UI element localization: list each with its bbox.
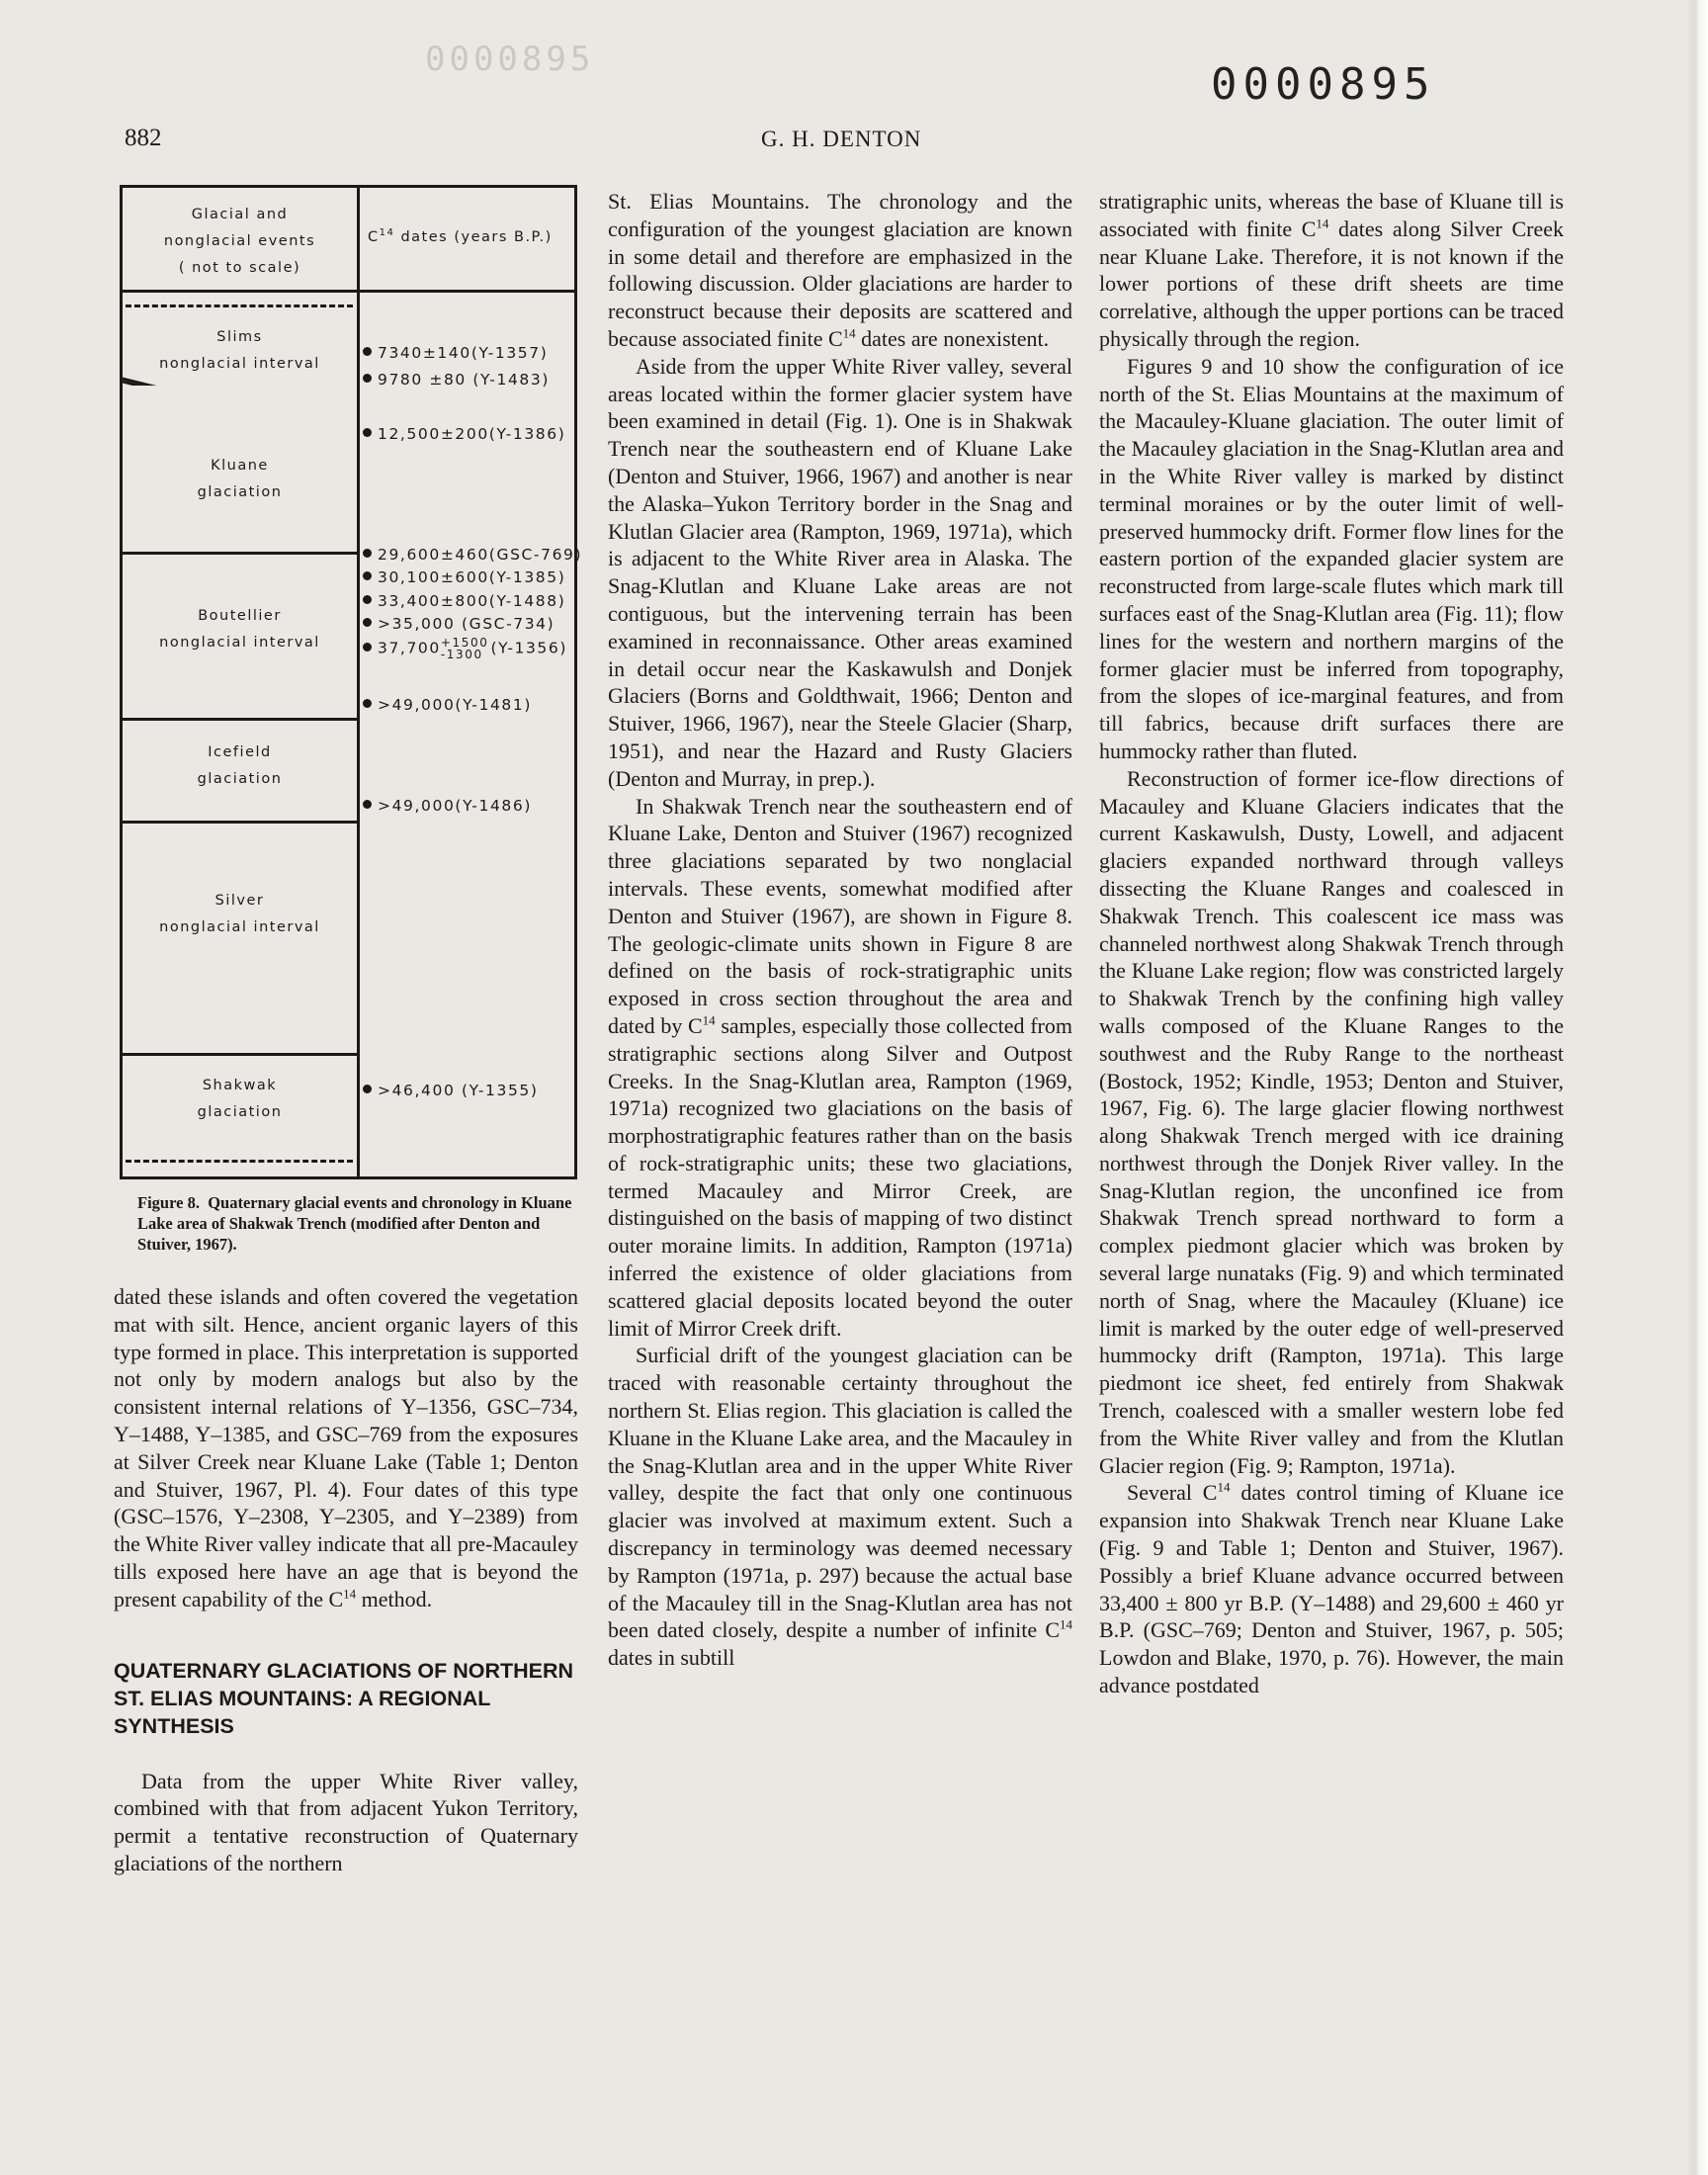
section-heading: QUATERNARY GLACIATIONS OF NORTHERN ST. ELIAS MOUNTAINS: A REGIONAL SYNTHESIS <box>114 1658 574 1738</box>
header-line: Glacial and <box>191 207 289 222</box>
date-text: >35,000 (GSC-734) <box>378 615 555 633</box>
paragraph <box>1099 1479 1564 1698</box>
paragraph-text: Several C <box>1127 1480 1218 1506</box>
unit-line: Silver <box>214 893 265 909</box>
paragraph: Aside from the upper White River valley, several areas located within the former glacier system have been examined in detail (Fig. 1). One is in Shakwak Trench near the southeastern end of Kluane Lake (Denton and Stuiver, 1966, 1967) and another is near the Alaska–Yukon Territory border in the Snag and Klutlan Glacier area (Rampton, 1969, 1971a), which is adjacent to the White River area in Alaska. The Snag-Klutlan and Kluane Lake areas are not contiguous, but the intervening terrain has been examined in reconnaissance. Other areas examined in detail occur near the Kaskawulsh and Donjek Glaciers (Borns and Goldthwait, 1966; Denton and Stuiver, 1966, 1967), near the Steele Glacier (Sharp, 1951), and near the Hazard and Rusty Glaciers (Denton and Murray, in prep.). <box>608 353 1072 791</box>
paragraph-text: stratigraphic units, whereas the base of Kluane till is associated with finite C <box>1099 189 1564 241</box>
paragraph-text: dates control timing of Kluane ice expansion into Shakwak Trench near Kluane Lake (Fig. 9 and Table 1; Denton and Stuiver, 1967). Possibly a brief Kluane advance occurred between 33,400 ± 800 yr B.P. (Y–1488) and 29,600 ± 460 yr B.P. (GSC–769; Denton and Stuiver, 1967, p. 505; Lowdon and Blake, 1970, p. 76). However, the main advance postdated <box>1099 1480 1564 1698</box>
date-entry <box>363 615 555 633</box>
c14-superscript: 14 <box>1060 1617 1072 1633</box>
silver-shakwak-boundary <box>123 1053 357 1056</box>
paragraph: Figures 9 and 10 show the configuration of ice north of the St. Elias Mountains at the maximum of the Macauley-Kluane glaciation. The outer limit of the Macauley glaciation in the Snag-Klutlan area and in the White River valley is marked by distinct terminal moraines or by the outer limit of well-preserved hummocky drift. Former flow lines for the eastern portion of the expanded glacier system are reconstructed from large-scale flutes which mark till surfaces east of the Snag-Klutlan area (Fig. 11); flow lines for the western and northern margins of the former glacier must be inferred from topography, from the slopes of ice-marginal features, and from till fabrics, because drift surfaces there are hummocky rather than fluted. <box>1099 353 1564 763</box>
plus-value: +1500 <box>440 636 489 650</box>
paragraph-text: dates along Silver Creek near Kluane Lake. Therefore, it is not known if the lower portions of these drift sheets are time correlative, although the upper portions can be traced physically through the region. <box>1099 216 1564 351</box>
boutellier-icefield-boundary <box>123 718 357 721</box>
unit-line: Slims <box>216 329 263 345</box>
date-text: 7340±140(Y-1357) <box>378 344 549 362</box>
paragraph <box>608 793 1072 1343</box>
plus-minus-fraction <box>441 637 489 660</box>
date-text: >49,000(Y-1486) <box>378 797 532 815</box>
c14-superscript: 14 <box>379 227 395 238</box>
unit-boutellier <box>123 603 357 656</box>
paragraph-text: dates are nonexistent. <box>855 325 1050 351</box>
paragraph: Reconstruction of former ice-flow directions of Macauley and Kluane Glaciers indicates that the current Kaskawulsh, Dusty, Lowell, and adjacent glaciers expanded northward through valleys dissecting the Kluane Ranges and coalesced in Shakwak Trench. This coalescent ice mass was channeled northwest along Shakwak Trench through the Kluane Lake region; flow was constricted largely to Shakwak Trench by the confining high valley walls composed of the Kluane Ranges to the southwest and the Ruby Range to the northeast (Bostock, 1952; Kindle, 1953; Denton and Stuiver, 1967, Fig. 6). The large glacier flowing northwest along Shakwak Trench merged with ice draining northwest through the Donjek River valley. In the Snag-Klutlan region, the unconfined ice from Shakwak Trench spread northward to form a complex piedmont glacier which was broken by several large nunataks (Fig. 9) and which terminated north of Snag, where the Macauley (Kluane) ice limit is marked by the outer edge of well-preserved hummocky drift (Rampton, 1971a). This large piedmont ice sheet, fed entirely from Shakwak Trench, coalesced with a smaller western lobe fed from the White River valley and from the Klutlan Glacier region (Fig. 9; Rampton, 1971a). <box>1099 765 1564 1478</box>
paragraph-text: dates in subtill <box>608 1645 735 1671</box>
running-head: G. H. DENTON <box>761 127 922 151</box>
unit-line: nonglacial interval <box>159 635 320 651</box>
icefield-silver-boundary <box>123 821 357 824</box>
date-text: >46,400 (Y-1355) <box>378 1082 539 1099</box>
date-entry <box>363 1082 539 1099</box>
lab-code: (Y-1356) <box>490 639 567 657</box>
date-entry <box>363 546 582 564</box>
paragraph <box>608 1342 1072 1672</box>
paragraph <box>608 188 1072 353</box>
header-line: nonglacial events <box>163 233 316 249</box>
paragraph-text: dated these islands and often covered the vegetation mat with silt. Hence, ancient organic layers of this type formed in place. This interpretation is supported not only by modern analogs but also by the consistent internal relations of Y–1356, GSC–734, Y–1488, Y–1385, and GSC–769 from the exposures at Silver Creek near Kluane Lake (Table 1; Denton and Stuiver, 1967, Pl. 4). Four dates of this type (GSC–1576, Y–2308, Y–2305, and Y–2389) from the White River valley indicate that all pre-Macauley tills exposed here have an age that is beyond the present capability of the <box>114 1284 578 1611</box>
header-dates-text: dates (years B.P.) <box>394 228 553 245</box>
page-number: 882 <box>125 125 162 151</box>
date-entry <box>363 344 548 362</box>
c14-superscript: 14 <box>343 1586 357 1602</box>
caption-label: Figure 8. <box>137 1193 200 1212</box>
unit-line: Icefield <box>208 744 272 760</box>
minus-value: -1300 <box>440 648 483 661</box>
date-text: 12,500±200(Y-1386) <box>378 425 566 443</box>
date-entry <box>363 696 532 714</box>
date-entry <box>363 637 567 660</box>
page-edge <box>1686 0 1708 2175</box>
right-column <box>1099 188 1564 1699</box>
paragraph-text: In Shakwak Trench near the southeastern end of Kluane Lake, Denton and Stuiver (1967) recognized three glaciations separated by two nonglacial intervals. These events, somewhat modified after Denton and Stuiver (1967), are shown in Figure 8. The geologic-climate units shown in Figure 8 are defined on the basis of rock-stratigraphic units exposed in cross section throughout the area and dated by C <box>608 793 1072 1038</box>
unit-line: Kluane <box>211 458 269 474</box>
paragraph-text: samples, especially those collected from stratigraphic sections along Silver and Outpost Creeks. In the Snag-Klutlan area, Rampton (1969, 1971a) recognized two glaciations on the basis of morphostratigraphic features rather than on the basis of rock-stratigraphic units; these two glaciations, termed Macauley and Mirror Creek, are distinguished on the basis of mapping of two distinct outer moraine limits. In addition, Rampton (1971a) inferred the existence of older glaciations from scattered glacial deposits located beyond the outer limit of Mirror Creek drift. <box>608 1012 1072 1341</box>
c14-superscript: 14 <box>1316 216 1329 231</box>
unit-line: nonglacial interval <box>159 919 320 935</box>
unit-line: glaciation <box>197 484 283 500</box>
date-entry <box>363 371 550 389</box>
unit-line: glaciation <box>197 771 283 787</box>
date-text: 30,100±600(Y-1385) <box>378 568 566 586</box>
date-text: >49,000(Y-1481) <box>378 696 532 714</box>
caption-text: Quaternary glacial events and chronology in Kluane Lake area of Shakwak Trench (modified after Denton and Stuiver, 1967). <box>137 1193 572 1254</box>
unit-shakwak <box>123 1073 357 1126</box>
date-entry <box>363 425 565 443</box>
paragraph <box>114 1283 578 1613</box>
c14-superscript: 14 <box>1217 1480 1231 1496</box>
c-letter: C <box>368 228 380 245</box>
unit-silver <box>123 888 357 941</box>
date-entry <box>363 568 565 586</box>
figure-caption <box>137 1192 582 1255</box>
kluane-boutellier-boundary <box>123 552 357 555</box>
middle-column <box>608 188 1072 1672</box>
unit-icefield <box>123 740 357 793</box>
header-line: ( not to scale) <box>178 260 301 276</box>
paragraph: Data from the upper White River valley, combined with that from adjacent Yukon Territory, permit a tentative reconstruction of Quaternary glaciations of the northern <box>114 1768 578 1875</box>
c14-superscript: 14 <box>702 1012 716 1028</box>
unit-line: nonglacial interval <box>159 356 320 372</box>
unit-line: Boutellier <box>198 608 282 624</box>
left-column <box>114 1283 578 1877</box>
date-text: 33,400±800(Y-1488) <box>378 592 566 610</box>
ghost-stamp: 0000895 <box>425 40 595 79</box>
unit-line: Shakwak <box>202 1078 278 1093</box>
c-letter: C <box>328 1586 344 1611</box>
date-text: 9780 ±80 (Y-1483) <box>378 371 550 389</box>
date-text: 37,700 <box>378 639 441 657</box>
paragraph-text: Surficial drift of the youngest glaciation can be traced with reasonable certainty throughout the northern St. Elias region. This glaciation is called the Kluane in the Kluane Lake area, and the Macauley in the Snag-Klutlan area and in the upper White River valley, despite the fact that only one continuous glacier was involved at maximum extent. Such a discrepancy in terminology was deemed necessary by Rampton (1971a, p. 297) because the actual base of the Macauley till in the Snag-Klutlan area has not been dated closely, despite a number of infinite C <box>608 1343 1072 1643</box>
dashed-bottom-boundary <box>126 1160 353 1163</box>
paragraph <box>1099 188 1564 353</box>
figure-header-dates <box>368 227 553 245</box>
paragraph-text: method. <box>356 1586 433 1611</box>
date-entry <box>363 592 565 610</box>
paragraph-text: St. Elias Mountains. The chronology and the configuration of the youngest glaciation are known in some detail and therefore are emphasized in the following discussion. Older glaciations are harder to reconstruct because their deposits are scattered and because associated finite C <box>608 189 1072 351</box>
unit-kluane <box>123 453 357 506</box>
unit-slims <box>123 324 357 378</box>
date-text: 29,600±460(GSC-769) <box>378 546 583 564</box>
unit-line: glaciation <box>197 1104 283 1120</box>
figure-8-chronology-chart <box>120 185 583 1179</box>
c14-superscript: 14 <box>842 325 856 341</box>
date-entry <box>363 797 532 815</box>
document-number-stamp: 0000895 <box>1211 59 1436 110</box>
